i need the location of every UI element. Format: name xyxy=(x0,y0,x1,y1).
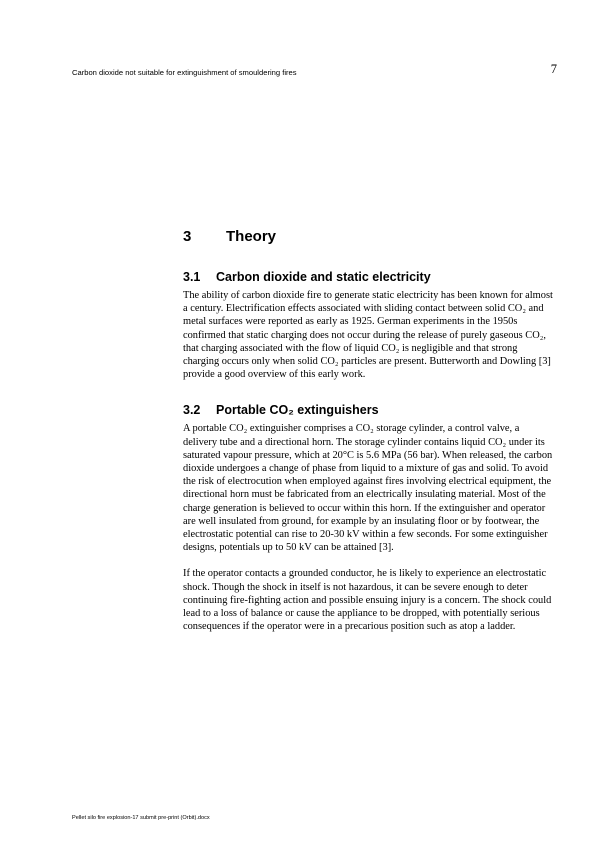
page-number: 7 xyxy=(550,62,557,76)
section-title: Carbon dioxide and static electricity xyxy=(216,270,431,284)
section-3-1 xyxy=(183,270,555,381)
section-number: 3.1 xyxy=(183,270,201,284)
paragraph: If the operator contacts a grounded conductor, he is likely to experience an electrostatic shock. Though the shock in itself is not hazardous, it can be severe enough to deter continuing fire-fighting action and possible ensuing injury is a concern. The shock could lead to a loss of balance or cause the appliance to be dropped, with potentially serious consequences if the operator were in a precarious position such as atop a ladder. xyxy=(183,568,552,633)
paragraph: The ability of carbon dioxide fire to generate static electricity has been known for almost a century. Electrification effects associated with sliding contact between solid CO₂ and metal surfaces were reported as early as 1925. German experiments in the 1950s confirmed that static charging does not occur during the release of purely gaseous CO₂, that charging associated with the flow of liquid CO₂ is negligible and that strong charging occurs only when solid CO₂ particles are present. Butterworth and Dowling [3] provide a good overview of this early work. xyxy=(183,290,553,381)
chapter-title: Theory xyxy=(226,228,277,245)
section-number: 3.2 xyxy=(183,403,201,418)
paragraph: A portable CO₂ extinguisher comprises a CO₂ storage cylinder, a control valve, a delivery tube and a directional horn. The storage cylinder contains liquid CO₂ under its saturated vapour pressure, which at 20°C is 5.6 MPa (56 bar). When released, the carbon dioxide undergoes a change of phase from liquid to a mixture of gas and solid. To avoid the risk of electrocution when employed against fires involving electrical equipment, the directional horn must be fabricated from an electrically insulating material. Most of the charge generation is believed to occur within this horn. If the extinguisher and operator are well insulated from ground, for example by an insulating floor or by footwear, the electrostatic potential can rise to 20-30 kV within a few seconds. For some extinguisher designs, potentials up to 50 kV can be attained [3]. xyxy=(183,423,553,554)
section-3-2 xyxy=(183,403,555,633)
section-title: Portable CO₂ extinguishers xyxy=(216,403,379,418)
running-header-title: Carbon dioxide not suitable for extinguishment of smouldering fires xyxy=(72,68,297,77)
footer-filename: Pellet silo fire explosion-17 submit pre-print (Orbit).docx xyxy=(72,815,210,821)
page-body xyxy=(183,270,555,633)
chapter-heading xyxy=(183,228,276,245)
section-heading xyxy=(183,270,555,285)
chapter-number: 3 xyxy=(183,228,192,245)
section-heading xyxy=(183,403,555,418)
